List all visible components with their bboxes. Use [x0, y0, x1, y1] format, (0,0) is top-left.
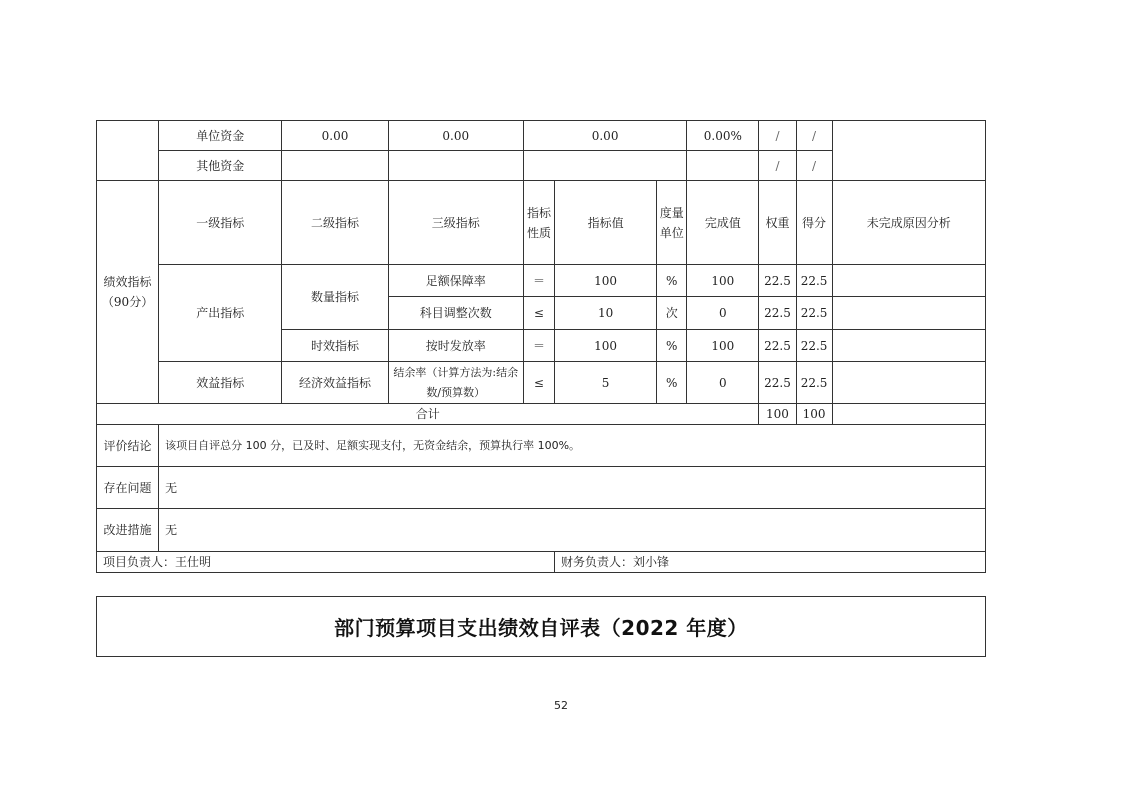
header-level2: 二级指标 [282, 181, 388, 265]
header-nature: 指标性质 [523, 181, 554, 265]
section-title-box [96, 596, 986, 657]
indicator-unit: 次 [657, 297, 687, 330]
funding-value: 0.00 [388, 121, 523, 151]
indicator-target: 100 [554, 330, 656, 362]
header-level3: 三级指标 [388, 181, 523, 265]
group-timeliness: 时效指标 [282, 330, 388, 362]
indicator-nature: ＝ [523, 330, 554, 362]
indicator-name: 科目调整次数 [388, 297, 523, 330]
indicator-reason [832, 362, 985, 404]
indicator-reason [832, 330, 985, 362]
indicator-target: 10 [554, 297, 656, 330]
group-benefit: 效益指标 [159, 362, 282, 404]
project-lead: 项目负责人：王仕明 [97, 552, 555, 573]
improvements-text: 无 [159, 509, 986, 552]
group-economic: 经济效益指标 [282, 362, 388, 404]
indicator-score: 22.5 [796, 265, 832, 297]
funding-weight: / [759, 121, 796, 151]
indicator-weight: 22.5 [759, 297, 796, 330]
indicator-name: 结余率（计算方法为:结余数/预算数） [388, 362, 523, 404]
total-blank [832, 404, 985, 425]
section-title: 部门预算项目支出绩效自评表（2022 年度） [334, 616, 748, 640]
total-row [97, 404, 986, 425]
funding-rate: 0.00% [687, 121, 759, 151]
header-weight: 权重 [759, 181, 796, 265]
funding-blank-cell [832, 121, 985, 181]
funding-value: 0.00 [523, 121, 686, 151]
indicator-nature: ≤ [523, 297, 554, 330]
funding-value: 0.00 [282, 121, 388, 151]
funding-score: / [796, 151, 832, 181]
total-weight: 100 [759, 404, 796, 425]
total-score: 100 [796, 404, 832, 425]
header-actual: 完成值 [687, 181, 759, 265]
indicator-score: 22.5 [796, 362, 832, 404]
group-output: 产出指标 [159, 265, 282, 362]
funding-weight: / [759, 151, 796, 181]
performance-table [96, 120, 986, 573]
header-reason: 未完成原因分析 [832, 181, 985, 265]
problems-label: 存在问题 [97, 467, 159, 509]
indicator-row [97, 265, 986, 297]
indicator-unit: % [657, 265, 687, 297]
indicator-score: 22.5 [796, 297, 832, 330]
funding-blank-cell [97, 121, 159, 181]
funding-score: / [796, 121, 832, 151]
header-score: 得分 [796, 181, 832, 265]
funding-value [282, 151, 388, 181]
signature-row [97, 552, 986, 573]
funding-row [97, 121, 986, 151]
funding-value [523, 151, 686, 181]
indicator-unit: % [657, 362, 687, 404]
indicator-reason [832, 265, 985, 297]
conclusion-row [97, 425, 986, 467]
header-target: 指标值 [554, 181, 656, 265]
indicator-actual: 0 [687, 297, 759, 330]
problems-row [97, 467, 986, 509]
total-label: 合计 [97, 404, 759, 425]
improvements-label: 改进措施 [97, 509, 159, 552]
page-number: 52 [554, 699, 568, 712]
indicator-actual: 100 [687, 330, 759, 362]
indicator-unit: % [657, 330, 687, 362]
indicator-weight: 22.5 [759, 330, 796, 362]
conclusion-label: 评价结论 [97, 425, 159, 467]
indicator-weight: 22.5 [759, 265, 796, 297]
performance-indicator-label: 绩效指标（90分） [97, 181, 159, 404]
indicator-target: 100 [554, 265, 656, 297]
indicator-reason [832, 297, 985, 330]
finance-lead: 财务负责人：刘小锋 [554, 552, 985, 573]
improvements-row [97, 509, 986, 552]
indicator-header-row [97, 181, 986, 265]
funding-rate [687, 151, 759, 181]
funding-value [388, 151, 523, 181]
problems-text: 无 [159, 467, 986, 509]
header-level1: 一级指标 [159, 181, 282, 265]
indicator-actual: 100 [687, 265, 759, 297]
indicator-name: 足额保障率 [388, 265, 523, 297]
conclusion-text: 该项目自评总分 100 分，已及时、足额实现支付，无资金结余，预算执行率 100%。 [159, 425, 986, 467]
indicator-nature: ≤ [523, 362, 554, 404]
indicator-row [97, 362, 986, 404]
indicator-nature: ＝ [523, 265, 554, 297]
funding-label: 其他资金 [159, 151, 282, 181]
funding-label: 单位资金 [159, 121, 282, 151]
indicator-target: 5 [554, 362, 656, 404]
group-quantity: 数量指标 [282, 265, 388, 330]
indicator-weight: 22.5 [759, 362, 796, 404]
header-unit: 度量单位 [657, 181, 687, 265]
indicator-score: 22.5 [796, 330, 832, 362]
indicator-actual: 0 [687, 362, 759, 404]
indicator-name: 按时发放率 [388, 330, 523, 362]
